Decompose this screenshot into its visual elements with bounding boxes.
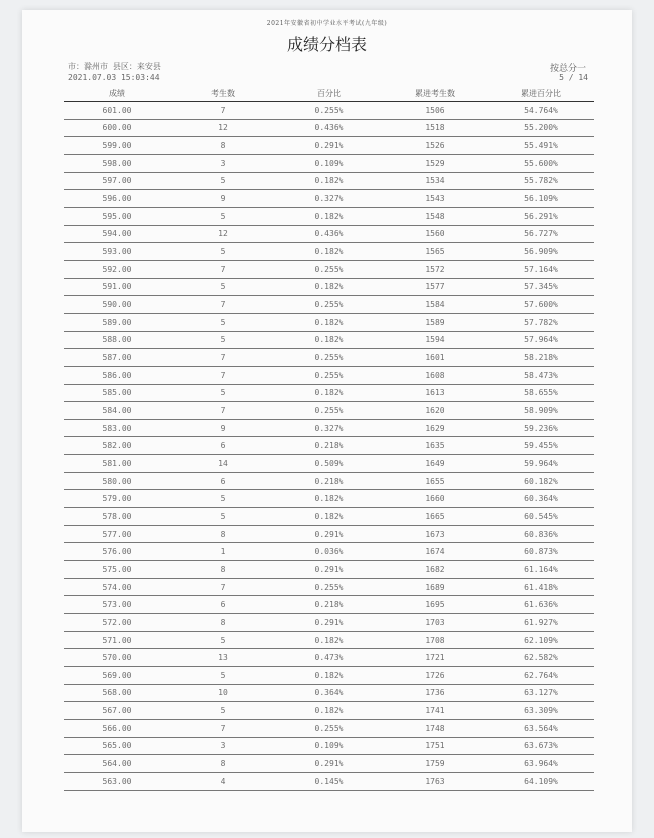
cell-score: 580.00 bbox=[64, 472, 170, 490]
cell-count: 7 bbox=[170, 349, 276, 367]
cell-cumulative-percent: 56.727% bbox=[488, 225, 594, 243]
table-row bbox=[64, 225, 594, 243]
cell-score: 567.00 bbox=[64, 702, 170, 720]
table-row bbox=[64, 525, 594, 543]
cell-score: 591.00 bbox=[64, 278, 170, 296]
cell-cumulative-percent: 59.455% bbox=[488, 437, 594, 455]
cell-count: 6 bbox=[170, 596, 276, 614]
cell-cumulative-percent: 60.545% bbox=[488, 508, 594, 526]
table-row bbox=[64, 190, 594, 208]
cell-percent: 0.436% bbox=[276, 119, 382, 137]
cell-cumulative-percent: 56.109% bbox=[488, 190, 594, 208]
cell-count: 5 bbox=[170, 172, 276, 190]
table-row bbox=[64, 154, 594, 172]
cell-cumulative-percent: 56.291% bbox=[488, 207, 594, 225]
cell-cumulative-percent: 62.764% bbox=[488, 667, 594, 685]
table-row bbox=[64, 561, 594, 579]
cell-cumulative-count: 1751 bbox=[382, 737, 488, 755]
cell-percent: 0.182% bbox=[276, 278, 382, 296]
cell-score: 599.00 bbox=[64, 137, 170, 155]
cell-cumulative-percent: 61.636% bbox=[488, 596, 594, 614]
table-row bbox=[64, 172, 594, 190]
cell-cumulative-count: 1695 bbox=[382, 596, 488, 614]
table-row bbox=[64, 419, 594, 437]
cell-count: 5 bbox=[170, 243, 276, 261]
cell-cumulative-count: 1660 bbox=[382, 490, 488, 508]
table-row bbox=[64, 737, 594, 755]
cell-count: 5 bbox=[170, 384, 276, 402]
table-row bbox=[64, 649, 594, 667]
cell-score: 596.00 bbox=[64, 190, 170, 208]
cell-score: 592.00 bbox=[64, 260, 170, 278]
cell-count: 7 bbox=[170, 578, 276, 596]
cell-score: 571.00 bbox=[64, 631, 170, 649]
document-subtitle: 2021年安徽省初中学业水平考试(九年级) bbox=[266, 20, 388, 27]
table-row bbox=[64, 366, 594, 384]
cell-percent: 0.182% bbox=[276, 331, 382, 349]
cell-cumulative-percent: 55.600% bbox=[488, 154, 594, 172]
cell-cumulative-count: 1613 bbox=[382, 384, 488, 402]
cell-percent: 0.182% bbox=[276, 631, 382, 649]
table-row bbox=[64, 719, 594, 737]
cell-count: 6 bbox=[170, 437, 276, 455]
cell-percent: 0.182% bbox=[276, 508, 382, 526]
cell-cumulative-count: 1577 bbox=[382, 278, 488, 296]
cell-percent: 0.182% bbox=[276, 702, 382, 720]
cell-score: 579.00 bbox=[64, 490, 170, 508]
cell-percent: 0.327% bbox=[276, 190, 382, 208]
cell-cumulative-count: 1608 bbox=[382, 366, 488, 384]
cell-score: 598.00 bbox=[64, 154, 170, 172]
cell-cumulative-percent: 57.964% bbox=[488, 331, 594, 349]
cell-count: 8 bbox=[170, 561, 276, 579]
cell-cumulative-count: 1665 bbox=[382, 508, 488, 526]
cell-cumulative-percent: 58.473% bbox=[488, 366, 594, 384]
cell-count: 5 bbox=[170, 207, 276, 225]
cell-percent: 0.182% bbox=[276, 667, 382, 685]
cell-cumulative-count: 1518 bbox=[382, 119, 488, 137]
cell-cumulative-percent: 55.491% bbox=[488, 137, 594, 155]
column-header-cumulative-count: 累进考生数 bbox=[382, 85, 488, 102]
cell-percent: 0.182% bbox=[276, 243, 382, 261]
cell-percent: 0.218% bbox=[276, 596, 382, 614]
table-row bbox=[64, 596, 594, 614]
cell-score: 576.00 bbox=[64, 543, 170, 561]
cell-cumulative-percent: 56.909% bbox=[488, 243, 594, 261]
cell-percent: 0.255% bbox=[276, 366, 382, 384]
cell-count: 3 bbox=[170, 737, 276, 755]
cell-score: 570.00 bbox=[64, 649, 170, 667]
cell-cumulative-percent: 57.782% bbox=[488, 313, 594, 331]
table-row bbox=[64, 102, 594, 120]
cell-count: 5 bbox=[170, 508, 276, 526]
cell-cumulative-percent: 64.109% bbox=[488, 772, 594, 790]
cell-score: 565.00 bbox=[64, 737, 170, 755]
cell-cumulative-count: 1726 bbox=[382, 667, 488, 685]
table-row bbox=[64, 349, 594, 367]
cell-count: 12 bbox=[170, 119, 276, 137]
table-row bbox=[64, 402, 594, 420]
cell-cumulative-count: 1763 bbox=[382, 772, 488, 790]
timestamp: 2021.07.03 15:03:44 bbox=[68, 73, 160, 82]
document-page bbox=[22, 10, 632, 832]
cell-count: 9 bbox=[170, 419, 276, 437]
cell-score: 588.00 bbox=[64, 331, 170, 349]
cell-cumulative-count: 1534 bbox=[382, 172, 488, 190]
cell-cumulative-percent: 63.309% bbox=[488, 702, 594, 720]
table-row bbox=[64, 207, 594, 225]
table-header-row bbox=[64, 85, 594, 102]
cell-cumulative-percent: 61.164% bbox=[488, 561, 594, 579]
cell-cumulative-percent: 59.964% bbox=[488, 455, 594, 473]
cell-percent: 0.255% bbox=[276, 719, 382, 737]
cell-cumulative-percent: 63.673% bbox=[488, 737, 594, 755]
page-number: 5 / 14 bbox=[559, 73, 588, 82]
cell-percent: 0.327% bbox=[276, 419, 382, 437]
cell-cumulative-count: 1689 bbox=[382, 578, 488, 596]
cell-cumulative-count: 1673 bbox=[382, 525, 488, 543]
cell-cumulative-count: 1649 bbox=[382, 455, 488, 473]
cell-score: 581.00 bbox=[64, 455, 170, 473]
cell-cumulative-count: 1565 bbox=[382, 243, 488, 261]
cell-percent: 0.291% bbox=[276, 755, 382, 773]
cell-count: 5 bbox=[170, 702, 276, 720]
cell-percent: 0.182% bbox=[276, 172, 382, 190]
cell-count: 6 bbox=[170, 472, 276, 490]
cell-count: 7 bbox=[170, 402, 276, 420]
column-header-count: 考生数 bbox=[170, 85, 276, 102]
cell-score: 583.00 bbox=[64, 419, 170, 437]
sort-label: 按总分一 bbox=[549, 64, 586, 74]
cell-percent: 0.255% bbox=[276, 402, 382, 420]
cell-percent: 0.291% bbox=[276, 525, 382, 543]
cell-score: 566.00 bbox=[64, 719, 170, 737]
cell-count: 10 bbox=[170, 684, 276, 702]
cell-score: 593.00 bbox=[64, 243, 170, 261]
table-row bbox=[64, 578, 594, 596]
cell-cumulative-percent: 55.200% bbox=[488, 119, 594, 137]
cell-count: 7 bbox=[170, 102, 276, 120]
cell-cumulative-percent: 61.927% bbox=[488, 614, 594, 632]
cell-cumulative-percent: 57.164% bbox=[488, 260, 594, 278]
cell-percent: 0.182% bbox=[276, 313, 382, 331]
cell-cumulative-percent: 62.109% bbox=[488, 631, 594, 649]
cell-cumulative-count: 1529 bbox=[382, 154, 488, 172]
cell-cumulative-count: 1629 bbox=[382, 419, 488, 437]
cell-cumulative-count: 1572 bbox=[382, 260, 488, 278]
cell-percent: 0.255% bbox=[276, 102, 382, 120]
cell-cumulative-percent: 60.364% bbox=[488, 490, 594, 508]
cell-cumulative-count: 1741 bbox=[382, 702, 488, 720]
cell-cumulative-percent: 60.836% bbox=[488, 525, 594, 543]
cell-percent: 0.145% bbox=[276, 772, 382, 790]
cell-cumulative-percent: 57.600% bbox=[488, 296, 594, 314]
cell-percent: 0.255% bbox=[276, 578, 382, 596]
table-row bbox=[64, 455, 594, 473]
table-row bbox=[64, 472, 594, 490]
cell-cumulative-percent: 58.909% bbox=[488, 402, 594, 420]
table-row bbox=[64, 543, 594, 561]
cell-count: 9 bbox=[170, 190, 276, 208]
cell-score: 577.00 bbox=[64, 525, 170, 543]
cell-percent: 0.218% bbox=[276, 472, 382, 490]
cell-cumulative-count: 1506 bbox=[382, 102, 488, 120]
cell-score: 564.00 bbox=[64, 755, 170, 773]
table-row bbox=[64, 702, 594, 720]
cell-score: 595.00 bbox=[64, 207, 170, 225]
cell-cumulative-count: 1584 bbox=[382, 296, 488, 314]
cell-count: 7 bbox=[170, 296, 276, 314]
cell-count: 5 bbox=[170, 490, 276, 508]
cell-cumulative-percent: 58.218% bbox=[488, 349, 594, 367]
cell-score: 569.00 bbox=[64, 667, 170, 685]
cell-cumulative-percent: 58.655% bbox=[488, 384, 594, 402]
table-row bbox=[64, 667, 594, 685]
cell-percent: 0.436% bbox=[276, 225, 382, 243]
cell-score: 590.00 bbox=[64, 296, 170, 314]
cell-score: 578.00 bbox=[64, 508, 170, 526]
cell-cumulative-count: 1526 bbox=[382, 137, 488, 155]
cell-score: 600.00 bbox=[64, 119, 170, 137]
cell-percent: 0.182% bbox=[276, 207, 382, 225]
cell-cumulative-count: 1655 bbox=[382, 472, 488, 490]
cell-score: 594.00 bbox=[64, 225, 170, 243]
table-row bbox=[64, 614, 594, 632]
cell-count: 7 bbox=[170, 366, 276, 384]
cell-count: 8 bbox=[170, 755, 276, 773]
cell-percent: 0.036% bbox=[276, 543, 382, 561]
cell-cumulative-count: 1703 bbox=[382, 614, 488, 632]
table-row bbox=[64, 772, 594, 790]
cell-percent: 0.291% bbox=[276, 561, 382, 579]
cell-cumulative-percent: 61.418% bbox=[488, 578, 594, 596]
cell-cumulative-count: 1543 bbox=[382, 190, 488, 208]
table-row bbox=[64, 684, 594, 702]
cell-cumulative-count: 1759 bbox=[382, 755, 488, 773]
table-row bbox=[64, 508, 594, 526]
table-row bbox=[64, 437, 594, 455]
cell-count: 7 bbox=[170, 260, 276, 278]
cell-percent: 0.182% bbox=[276, 384, 382, 402]
cell-count: 5 bbox=[170, 313, 276, 331]
cell-cumulative-percent: 62.582% bbox=[488, 649, 594, 667]
cell-count: 12 bbox=[170, 225, 276, 243]
cell-score: 585.00 bbox=[64, 384, 170, 402]
cell-score: 573.00 bbox=[64, 596, 170, 614]
cell-cumulative-percent: 63.127% bbox=[488, 684, 594, 702]
cell-percent: 0.291% bbox=[276, 137, 382, 155]
table-row bbox=[64, 490, 594, 508]
cell-count: 5 bbox=[170, 331, 276, 349]
cell-cumulative-count: 1601 bbox=[382, 349, 488, 367]
table-row bbox=[64, 755, 594, 773]
cell-cumulative-count: 1721 bbox=[382, 649, 488, 667]
column-header-score: 成绩 bbox=[64, 85, 170, 102]
table-row bbox=[64, 384, 594, 402]
table-body bbox=[64, 102, 594, 791]
cell-count: 5 bbox=[170, 667, 276, 685]
cell-score: 563.00 bbox=[64, 772, 170, 790]
cell-count: 8 bbox=[170, 525, 276, 543]
cell-count: 8 bbox=[170, 137, 276, 155]
cell-cumulative-count: 1708 bbox=[382, 631, 488, 649]
cell-cumulative-count: 1594 bbox=[382, 331, 488, 349]
location-label: 市：滁州市 县区：来安县 bbox=[68, 62, 161, 71]
cell-percent: 0.473% bbox=[276, 649, 382, 667]
table-row bbox=[64, 137, 594, 155]
cell-cumulative-count: 1548 bbox=[382, 207, 488, 225]
cell-count: 3 bbox=[170, 154, 276, 172]
cell-score: 574.00 bbox=[64, 578, 170, 596]
cell-score: 572.00 bbox=[64, 614, 170, 632]
document-title: 成绩分档表 bbox=[286, 35, 367, 54]
table-row bbox=[64, 278, 594, 296]
table-row bbox=[64, 296, 594, 314]
cell-score: 584.00 bbox=[64, 402, 170, 420]
cell-cumulative-count: 1560 bbox=[382, 225, 488, 243]
table-row bbox=[64, 631, 594, 649]
cell-count: 5 bbox=[170, 278, 276, 296]
cell-cumulative-count: 1736 bbox=[382, 684, 488, 702]
column-header-cumulative-percent: 累进百分比 bbox=[488, 85, 594, 102]
cell-percent: 0.255% bbox=[276, 349, 382, 367]
cell-cumulative-count: 1620 bbox=[382, 402, 488, 420]
cell-count: 13 bbox=[170, 649, 276, 667]
table-row bbox=[64, 243, 594, 261]
cell-percent: 0.291% bbox=[276, 614, 382, 632]
cell-percent: 0.255% bbox=[276, 296, 382, 314]
cell-count: 8 bbox=[170, 614, 276, 632]
cell-score: 587.00 bbox=[64, 349, 170, 367]
cell-cumulative-percent: 57.345% bbox=[488, 278, 594, 296]
cell-cumulative-count: 1589 bbox=[382, 313, 488, 331]
cell-cumulative-percent: 59.236% bbox=[488, 419, 594, 437]
cell-cumulative-count: 1748 bbox=[382, 719, 488, 737]
cell-percent: 0.255% bbox=[276, 260, 382, 278]
cell-count: 4 bbox=[170, 772, 276, 790]
cell-count: 14 bbox=[170, 455, 276, 473]
cell-score: 586.00 bbox=[64, 366, 170, 384]
cell-count: 7 bbox=[170, 719, 276, 737]
grade-distribution-table bbox=[64, 85, 594, 791]
table-row bbox=[64, 260, 594, 278]
cell-count: 1 bbox=[170, 543, 276, 561]
cell-percent: 0.182% bbox=[276, 490, 382, 508]
cell-percent: 0.109% bbox=[276, 737, 382, 755]
cell-cumulative-count: 1635 bbox=[382, 437, 488, 455]
cell-score: 568.00 bbox=[64, 684, 170, 702]
cell-cumulative-percent: 54.764% bbox=[488, 102, 594, 120]
cell-cumulative-count: 1674 bbox=[382, 543, 488, 561]
cell-score: 597.00 bbox=[64, 172, 170, 190]
cell-count: 5 bbox=[170, 631, 276, 649]
cell-cumulative-percent: 63.564% bbox=[488, 719, 594, 737]
cell-score: 601.00 bbox=[64, 102, 170, 120]
cell-score: 589.00 bbox=[64, 313, 170, 331]
table-row bbox=[64, 313, 594, 331]
cell-percent: 0.364% bbox=[276, 684, 382, 702]
cell-score: 575.00 bbox=[64, 561, 170, 579]
cell-cumulative-percent: 60.873% bbox=[488, 543, 594, 561]
column-header-percent: 百分比 bbox=[276, 85, 382, 102]
cell-percent: 0.509% bbox=[276, 455, 382, 473]
table-row bbox=[64, 331, 594, 349]
cell-cumulative-percent: 55.782% bbox=[488, 172, 594, 190]
cell-percent: 0.109% bbox=[276, 154, 382, 172]
cell-cumulative-percent: 63.964% bbox=[488, 755, 594, 773]
cell-cumulative-count: 1682 bbox=[382, 561, 488, 579]
table-row bbox=[64, 119, 594, 137]
cell-score: 582.00 bbox=[64, 437, 170, 455]
cell-percent: 0.218% bbox=[276, 437, 382, 455]
cell-cumulative-percent: 60.182% bbox=[488, 472, 594, 490]
